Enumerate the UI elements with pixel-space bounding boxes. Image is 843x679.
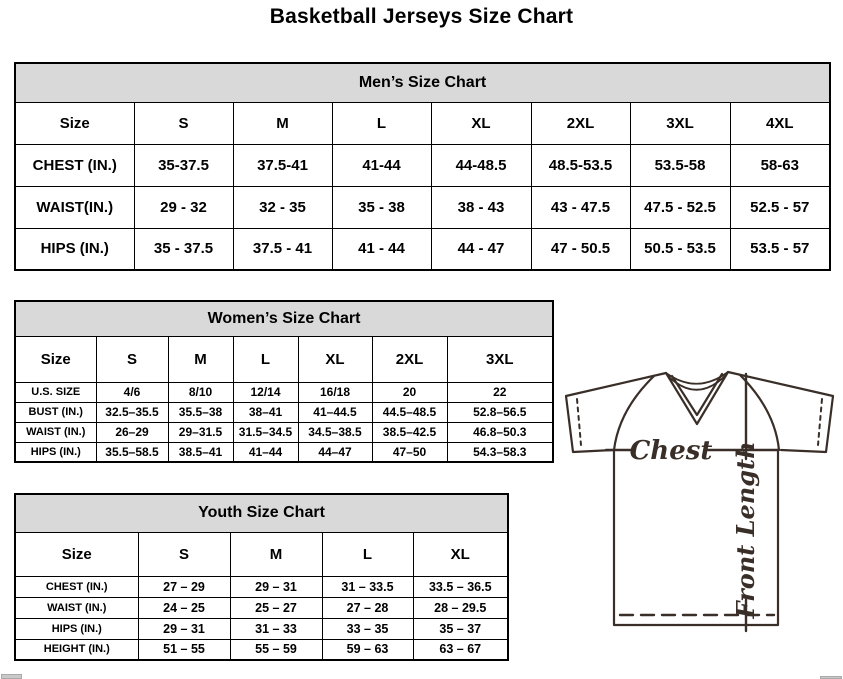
size-value: 28 – 29.5	[413, 597, 508, 618]
size-value: 37.5-41	[233, 144, 332, 186]
page-title: Basketball Jerseys Size Chart	[269, 5, 574, 28]
size-value: 46.8–50.3	[447, 422, 553, 442]
size-value: 38 - 43	[431, 186, 531, 228]
size-value: 29 – 31	[230, 576, 322, 597]
size-value: 32.5–35.5	[96, 402, 168, 422]
size-value: 55 – 59	[230, 639, 322, 660]
table-row	[15, 402, 553, 422]
size-value: 41 - 44	[332, 228, 431, 270]
size-value: 54.3–58.3	[447, 442, 553, 462]
jersey-right-sleeve	[728, 372, 833, 452]
size-value: 31 – 33.5	[322, 576, 413, 597]
table-row	[15, 422, 553, 442]
size-column-header: XL	[431, 102, 531, 144]
chest-label: Chest	[629, 436, 713, 466]
size-value: 51 – 55	[138, 639, 230, 660]
size-corner-header: Size	[15, 102, 134, 144]
table-row	[15, 228, 830, 270]
size-value: 38.5–41	[168, 442, 233, 462]
size-column-header: 3XL	[630, 102, 730, 144]
row-label: HIPS (IN.)	[15, 228, 134, 270]
jersey-measurement-diagram	[556, 362, 843, 662]
row-label: WAIST(IN.)	[15, 186, 134, 228]
size-column-header: L	[322, 532, 413, 576]
row-label: BUST (IN.)	[15, 402, 96, 422]
size-column-header: 2XL	[372, 336, 447, 382]
size-value: 47 - 50.5	[531, 228, 630, 270]
table-title: Women’s Size Chart	[15, 301, 553, 336]
size-value: 25 – 27	[230, 597, 322, 618]
size-value: 63 – 67	[413, 639, 508, 660]
size-value: 22	[447, 382, 553, 402]
table-title: Youth Size Chart	[15, 494, 508, 532]
table-title: Men’s Size Chart	[15, 63, 830, 102]
size-value: 35 - 37.5	[134, 228, 233, 270]
row-label: HEIGHT (IN.)	[15, 639, 138, 660]
size-value: 33.5 – 36.5	[413, 576, 508, 597]
size-value: 35.5–58.5	[96, 442, 168, 462]
jersey-right-sleeve-stitch	[818, 399, 822, 445]
size-value: 58-63	[730, 144, 830, 186]
size-grid	[14, 300, 554, 463]
row-label: CHEST (IN.)	[15, 144, 134, 186]
size-value: 53.5-58	[630, 144, 730, 186]
size-column-header: S	[96, 336, 168, 382]
size-value: 47–50	[372, 442, 447, 462]
size-value: 53.5 - 57	[730, 228, 830, 270]
size-value: 38–41	[233, 402, 298, 422]
jersey-collar-band-arc	[668, 375, 726, 390]
row-label: WAIST (IN.)	[15, 422, 96, 442]
size-value: 8/10	[168, 382, 233, 402]
size-value: 47.5 - 52.5	[630, 186, 730, 228]
size-value: 32 - 35	[233, 186, 332, 228]
size-value: 26–29	[96, 422, 168, 442]
youth-size-chart-table	[14, 493, 509, 661]
size-value: 44.5–48.5	[372, 402, 447, 422]
size-value: 4/6	[96, 382, 168, 402]
table-row	[15, 576, 508, 597]
size-value: 20	[372, 382, 447, 402]
size-value: 52.5 - 57	[730, 186, 830, 228]
size-value: 35-37.5	[134, 144, 233, 186]
size-column-header: L	[332, 102, 431, 144]
size-value: 31.5–34.5	[233, 422, 298, 442]
size-column-header: M	[233, 102, 332, 144]
size-corner-header: Size	[15, 532, 138, 576]
table-row	[15, 442, 553, 462]
size-value: 16/18	[298, 382, 372, 402]
size-value: 44 - 47	[431, 228, 531, 270]
womens-size-chart-table	[14, 300, 554, 463]
table-row	[15, 144, 830, 186]
mens-size-chart-table	[14, 62, 831, 271]
size-column-header: XL	[413, 532, 508, 576]
size-value: 48.5-53.5	[531, 144, 630, 186]
size-value: 27 – 29	[138, 576, 230, 597]
size-value: 44–47	[298, 442, 372, 462]
size-grid	[14, 493, 509, 661]
size-value: 35 – 37	[413, 618, 508, 639]
size-value: 43 - 47.5	[531, 186, 630, 228]
size-column-header: 4XL	[730, 102, 830, 144]
size-column-header: XL	[298, 336, 372, 382]
size-value: 37.5 - 41	[233, 228, 332, 270]
size-value: 29 – 31	[138, 618, 230, 639]
row-label: WAIST (IN.)	[15, 597, 138, 618]
size-value: 35.5–38	[168, 402, 233, 422]
size-column-header: S	[134, 102, 233, 144]
size-value: 27 – 28	[322, 597, 413, 618]
jersey-left-sleeve-stitch	[577, 399, 581, 445]
size-value: 41–44.5	[298, 402, 372, 422]
size-value: 41-44	[332, 144, 431, 186]
size-column-header: 2XL	[531, 102, 630, 144]
size-grid	[14, 62, 831, 271]
size-column-header: 3XL	[447, 336, 553, 382]
size-value: 50.5 - 53.5	[630, 228, 730, 270]
table-row	[15, 639, 508, 660]
size-value: 31 – 33	[230, 618, 322, 639]
size-value: 52.8–56.5	[447, 402, 553, 422]
size-value: 35 - 38	[332, 186, 431, 228]
size-value: 29–31.5	[168, 422, 233, 442]
size-column-header: M	[168, 336, 233, 382]
size-column-header: M	[230, 532, 322, 576]
table-row	[15, 186, 830, 228]
table-row	[15, 382, 553, 402]
size-value: 59 – 63	[322, 639, 413, 660]
row-label: U.S. SIZE	[15, 382, 96, 402]
size-value: 29 - 32	[134, 186, 233, 228]
front-length-label: Front Length	[731, 441, 760, 619]
size-value: 12/14	[233, 382, 298, 402]
size-value: 44-48.5	[431, 144, 531, 186]
size-corner-header: Size	[15, 336, 96, 382]
table-row	[15, 618, 508, 639]
row-label: HIPS (IN.)	[15, 442, 96, 462]
bottom-left-handle[interactable]	[1, 674, 22, 679]
size-column-header: L	[233, 336, 298, 382]
table-row	[15, 597, 508, 618]
size-column-header: S	[138, 532, 230, 576]
row-label: HIPS (IN.)	[15, 618, 138, 639]
size-value: 34.5–38.5	[298, 422, 372, 442]
size-value: 41–44	[233, 442, 298, 462]
size-value: 33 – 35	[322, 618, 413, 639]
size-value: 24 – 25	[138, 597, 230, 618]
size-value: 38.5–42.5	[372, 422, 447, 442]
row-label: CHEST (IN.)	[15, 576, 138, 597]
